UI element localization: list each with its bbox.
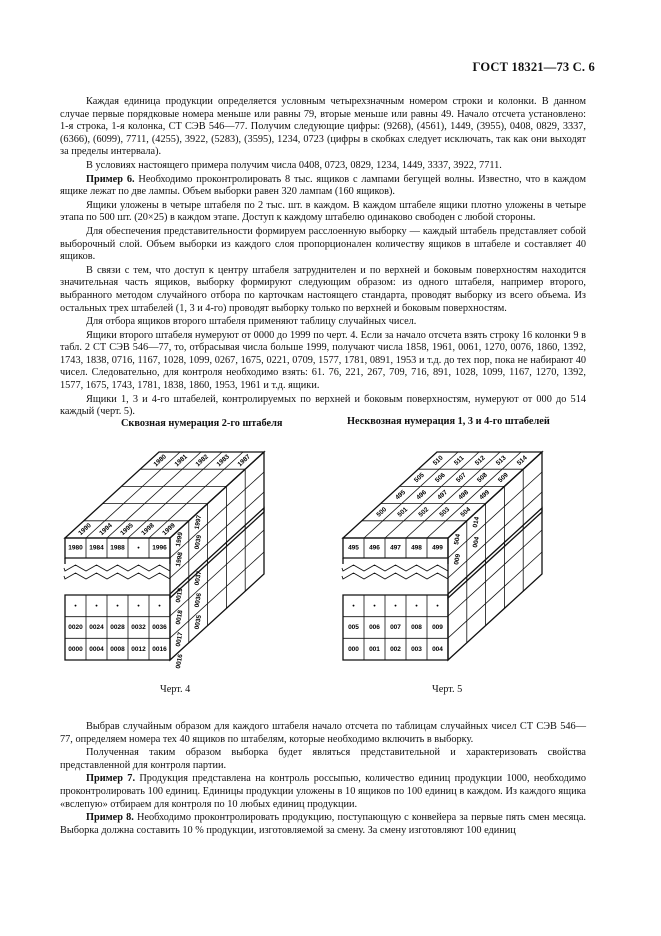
figure5-drawing	[342, 452, 542, 660]
side-cell-label: 504	[453, 533, 463, 546]
paragraph: В связи с тем, что доступ к центру штабеля затруднителен и по верхней и боковым поверхностям находится значительная часть ящиков, выборку формируют следующим образом: из одного штабеля, например второго, выбранного методом случайного отбора по карточкам настоящего стандарта, проводят выборку из всего объема. Из остальных трех штабелей (1, 3 и 4-го) проводят выборку только по верхней и боковым поверхностям.	[60, 264, 586, 314]
top-cell-label: 506	[434, 471, 447, 485]
top-cell-label: 510	[431, 454, 445, 467]
paragraph: Выбрав случайным образом для каждого штабеля начало отсчета по таблицам случайных чисел СТ СЭВ 546—77, определяем номера тех 40 ящиков по штабелям, которые необходимо включить в выборку.	[60, 721, 586, 745]
top-cell-label: 1998	[140, 522, 156, 538]
top-cell-label: 1981	[173, 453, 189, 469]
page-header: ГОСТ 18321—73 С. 6	[472, 60, 595, 74]
top-cell-label: 1995	[119, 522, 135, 538]
front-cell-label: 006	[369, 624, 380, 632]
front-cell-label: 0036	[152, 624, 167, 632]
grid-line	[448, 530, 542, 616]
front-cell-label: 1984	[89, 544, 104, 552]
break-line	[342, 565, 448, 571]
side-cell-label: 0035	[193, 614, 204, 630]
top-cell-label: 512	[473, 454, 487, 467]
front-cell-label: 0028	[110, 624, 125, 632]
front-cell-label: 1996	[152, 544, 167, 552]
side-cell-label: 1997	[193, 514, 204, 530]
paragraph: В условиях настоящего примера получим числа 0408, 0723, 0829, 1234, 1449, 3337, 3922, 7711.	[86, 159, 502, 171]
front-cell-label: 497	[390, 544, 401, 552]
paragraph: Каждая единица продукции определяется условным четырехзначным номером строки и колонки. В данном случае первые порядковые номера меньше или равны 79, вторые меньше или равны 49. Начало отсчета установлено: 1-я строка, 1-я колонка, СТ СЭВ 546—77. Получим следующие цифры: (9268), (4561), 1449, (3955), 0408, 0829, 3337, (6366), (6099), 7711, (4255), 3922, (5283), (3595), 1234, 0723 (цифры в скобках следует исключать, так как они выходят за пределы интервала).	[60, 96, 586, 158]
front-cell-label: •	[394, 602, 397, 610]
front-cell-label: 000	[348, 645, 359, 653]
top-cell-label: 1999	[161, 522, 177, 538]
side-cell-label: 0016	[174, 653, 185, 670]
top-cell-label: 498	[457, 488, 471, 502]
front-cell-label: 0020	[68, 624, 83, 632]
paragraph: Для обеспечения представительности формируем расслоенную выборку — каждый штабель представляет собой выборочный слой. Объем выборки из каждого слоя пропорционален количеству ящиков в штабеле и составляет 40 ящиков.	[60, 225, 586, 263]
side-cell-label: 0017	[174, 631, 185, 648]
side-cell-label: 0037	[193, 570, 204, 586]
side-cell-label: 0018	[174, 609, 185, 626]
side-cell-label: 004	[472, 536, 481, 549]
top-cell-label: 1990	[77, 522, 93, 538]
side-cell-label: 0039	[193, 534, 204, 550]
front-cell-label: •	[352, 602, 355, 610]
figure4-label: Черт. 4	[160, 684, 191, 695]
front-cell-label: 005	[348, 624, 359, 632]
side-cell-label: 1999	[174, 531, 185, 548]
figure4-drawing	[64, 452, 264, 669]
top-cell-label: 1983	[215, 453, 231, 469]
front-cell-label: 003	[411, 645, 422, 653]
break-line	[342, 573, 448, 579]
top-cell-label: 507	[455, 471, 468, 485]
top-cell-label: 500	[375, 506, 389, 519]
side-cell-label: 009	[453, 553, 463, 566]
top-cell-label: 511	[453, 454, 466, 467]
paragraph: Пример 8. Необходимо проконтролировать продукцию, поступающую с конвейера за первые пять смен месяца. Выборка должна составить 10 % продукции, изготовляемой за смену. За смену изготовляют 100 единиц	[60, 812, 586, 836]
top-cell-label: 509	[497, 471, 510, 485]
front-cell-label: 001	[369, 645, 380, 653]
top-cell-label: 514	[515, 454, 529, 467]
top-cell-label: 495	[394, 488, 408, 502]
top-cell-label: 505	[413, 471, 426, 485]
front-cell-label: 498	[411, 544, 422, 552]
top-cell-label: 504	[459, 506, 473, 519]
side-cell-label: 0036	[193, 592, 204, 608]
top-cell-label: 1987	[236, 453, 252, 469]
front-cell-label: 1980	[68, 544, 83, 552]
front-cell-label: 495	[348, 544, 359, 552]
paragraph: Ящики уложены в четыре штабеля по 2 тыс. шт. в каждом. В каждом штабеле ящики плотно уложены в четыре этапа по 500 шт. (20×25) в каждом этапе. Доступ к каждому штабелю одинаково свободен с любой стороны.	[60, 199, 586, 224]
top-cell-label: 501	[396, 506, 410, 519]
front-cell-label: •	[116, 602, 119, 610]
front-cell-label: •	[415, 602, 418, 610]
top-cell-label: 496	[415, 488, 429, 502]
front-cell-label: 007	[390, 624, 401, 632]
front-cell-label: 009	[432, 624, 443, 632]
front-cell-label: 0016	[152, 645, 167, 653]
front-cell-label: 496	[369, 544, 380, 552]
top-cell-label: 508	[476, 471, 489, 485]
text-block-bottom	[60, 721, 586, 838]
grid-line	[86, 452, 180, 538]
front-cell-label: 0012	[131, 645, 146, 653]
front-cell-label: 008	[411, 624, 422, 632]
example-lead: Пример 7.	[86, 773, 136, 785]
figure5-caption: Несквозная нумерация 1, 3 и 4-го штабелей	[347, 416, 550, 427]
example-lead: Пример 8.	[86, 812, 134, 824]
front-cell-label: •	[373, 602, 376, 610]
example-lead: Пример 6.	[86, 173, 135, 185]
paragraph: Ящики второго штабеля нумеруют от 0000 до 1999 по черт. 4. Если за начало отсчета взять строку 16 колонки 9 в табл. 2 СТ СЭВ 546—77, то, отбрасывая числа больше 1999, получают числа 1858, 1961, 0061, 1270, 0076, 1860, 1392, 1743, 1838, 0716, 1167, 1028, 1099, 0267, 1675, 0221, 0709, 1577, 1781, 0891, 1953 и т.д. до тех пор, пока не набирают 40 чисел. Следовательно, для контроля необходимо взять: 61. 76, 221, 267, 709, 716, 891, 1028, 1099, 1167, 1270, 1392, 1577, 1675, 1743, 1781, 1838, 1860, 1953, 1961 и т.д. ящики.	[60, 329, 586, 392]
grid-line	[170, 472, 264, 558]
top-cell-label: 513	[494, 454, 508, 467]
front-cell-label: •	[95, 602, 98, 610]
top-cell-label: 1982	[194, 453, 210, 469]
paragraph: Пример 6. Необходимо проконтролировать 8 тыс. ящиков с лампами бегущей волны. Известно, что в каждом ящике лежат по две лампы. Объем выборки равен 320 лампам (160 ящиков).	[60, 173, 586, 198]
top-cell-label: 497	[436, 488, 450, 502]
grid-line	[170, 530, 264, 616]
paragraph: Пример 7. Продукция представлена на контроль россыпью, количество единиц продукции 1000, необходимо проконтролировать 100 единиц. Единицы продукции уложены в 10 ящиков по 100 единиц в каждом. Из каждого ящика «вслепую» отбираем для контроля по 10 любых единиц продукции.	[60, 773, 586, 810]
front-cell-label: 0024	[89, 624, 104, 632]
front-cell-label: •	[74, 602, 77, 610]
top-cell-label: 499	[478, 488, 492, 502]
front-cell-label: •	[158, 602, 161, 610]
front-cell-label: 0008	[110, 645, 125, 653]
front-cell-label: •	[137, 544, 140, 552]
figure4-caption: Сквозная нумерация 2-го штабеля	[121, 418, 283, 429]
figure5-label: Черт. 5	[432, 684, 463, 695]
top-cell-label: 502	[417, 506, 431, 519]
front-cell-label: 1988	[110, 544, 125, 552]
front-cell-label: 499	[432, 544, 443, 552]
side-bottom-band	[448, 508, 542, 660]
side-cell-label: 014	[472, 516, 481, 529]
side-bottom-band	[170, 508, 264, 660]
top-face	[65, 452, 264, 538]
side-cell-label: 1998	[174, 551, 185, 568]
top-cell-label: 1994	[98, 522, 114, 538]
front-cell-label: 004	[432, 645, 443, 653]
front-cell-label: •	[137, 602, 140, 610]
front-cell-label: 0004	[89, 645, 104, 653]
paragraph: Полученная таким образом выборка будет являться представительной и характеризовать свойства представленной для контроля партии.	[60, 747, 586, 771]
front-cell-label: 0000	[68, 645, 83, 653]
front-cell-label: 002	[390, 645, 401, 653]
top-cell-label: 503	[438, 506, 452, 519]
break-line	[64, 565, 170, 571]
front-cell-label: •	[436, 602, 439, 610]
paragraph: Для отбора ящиков второго штабеля применяют таблицу случайных чисел.	[86, 316, 417, 328]
break-line	[64, 573, 170, 579]
side-cell-label: 0019	[174, 587, 185, 604]
paragraph: Ящики 1, 3 и 4-го штабелей, контролируемых по верхней и боковым поверхностям, нумеруют от 000 до 514 каждый (черт. 5).	[60, 393, 586, 418]
front-cell-label: 0032	[131, 624, 146, 632]
top-cell-label: 1980	[152, 453, 168, 469]
side-top-band	[170, 452, 264, 598]
